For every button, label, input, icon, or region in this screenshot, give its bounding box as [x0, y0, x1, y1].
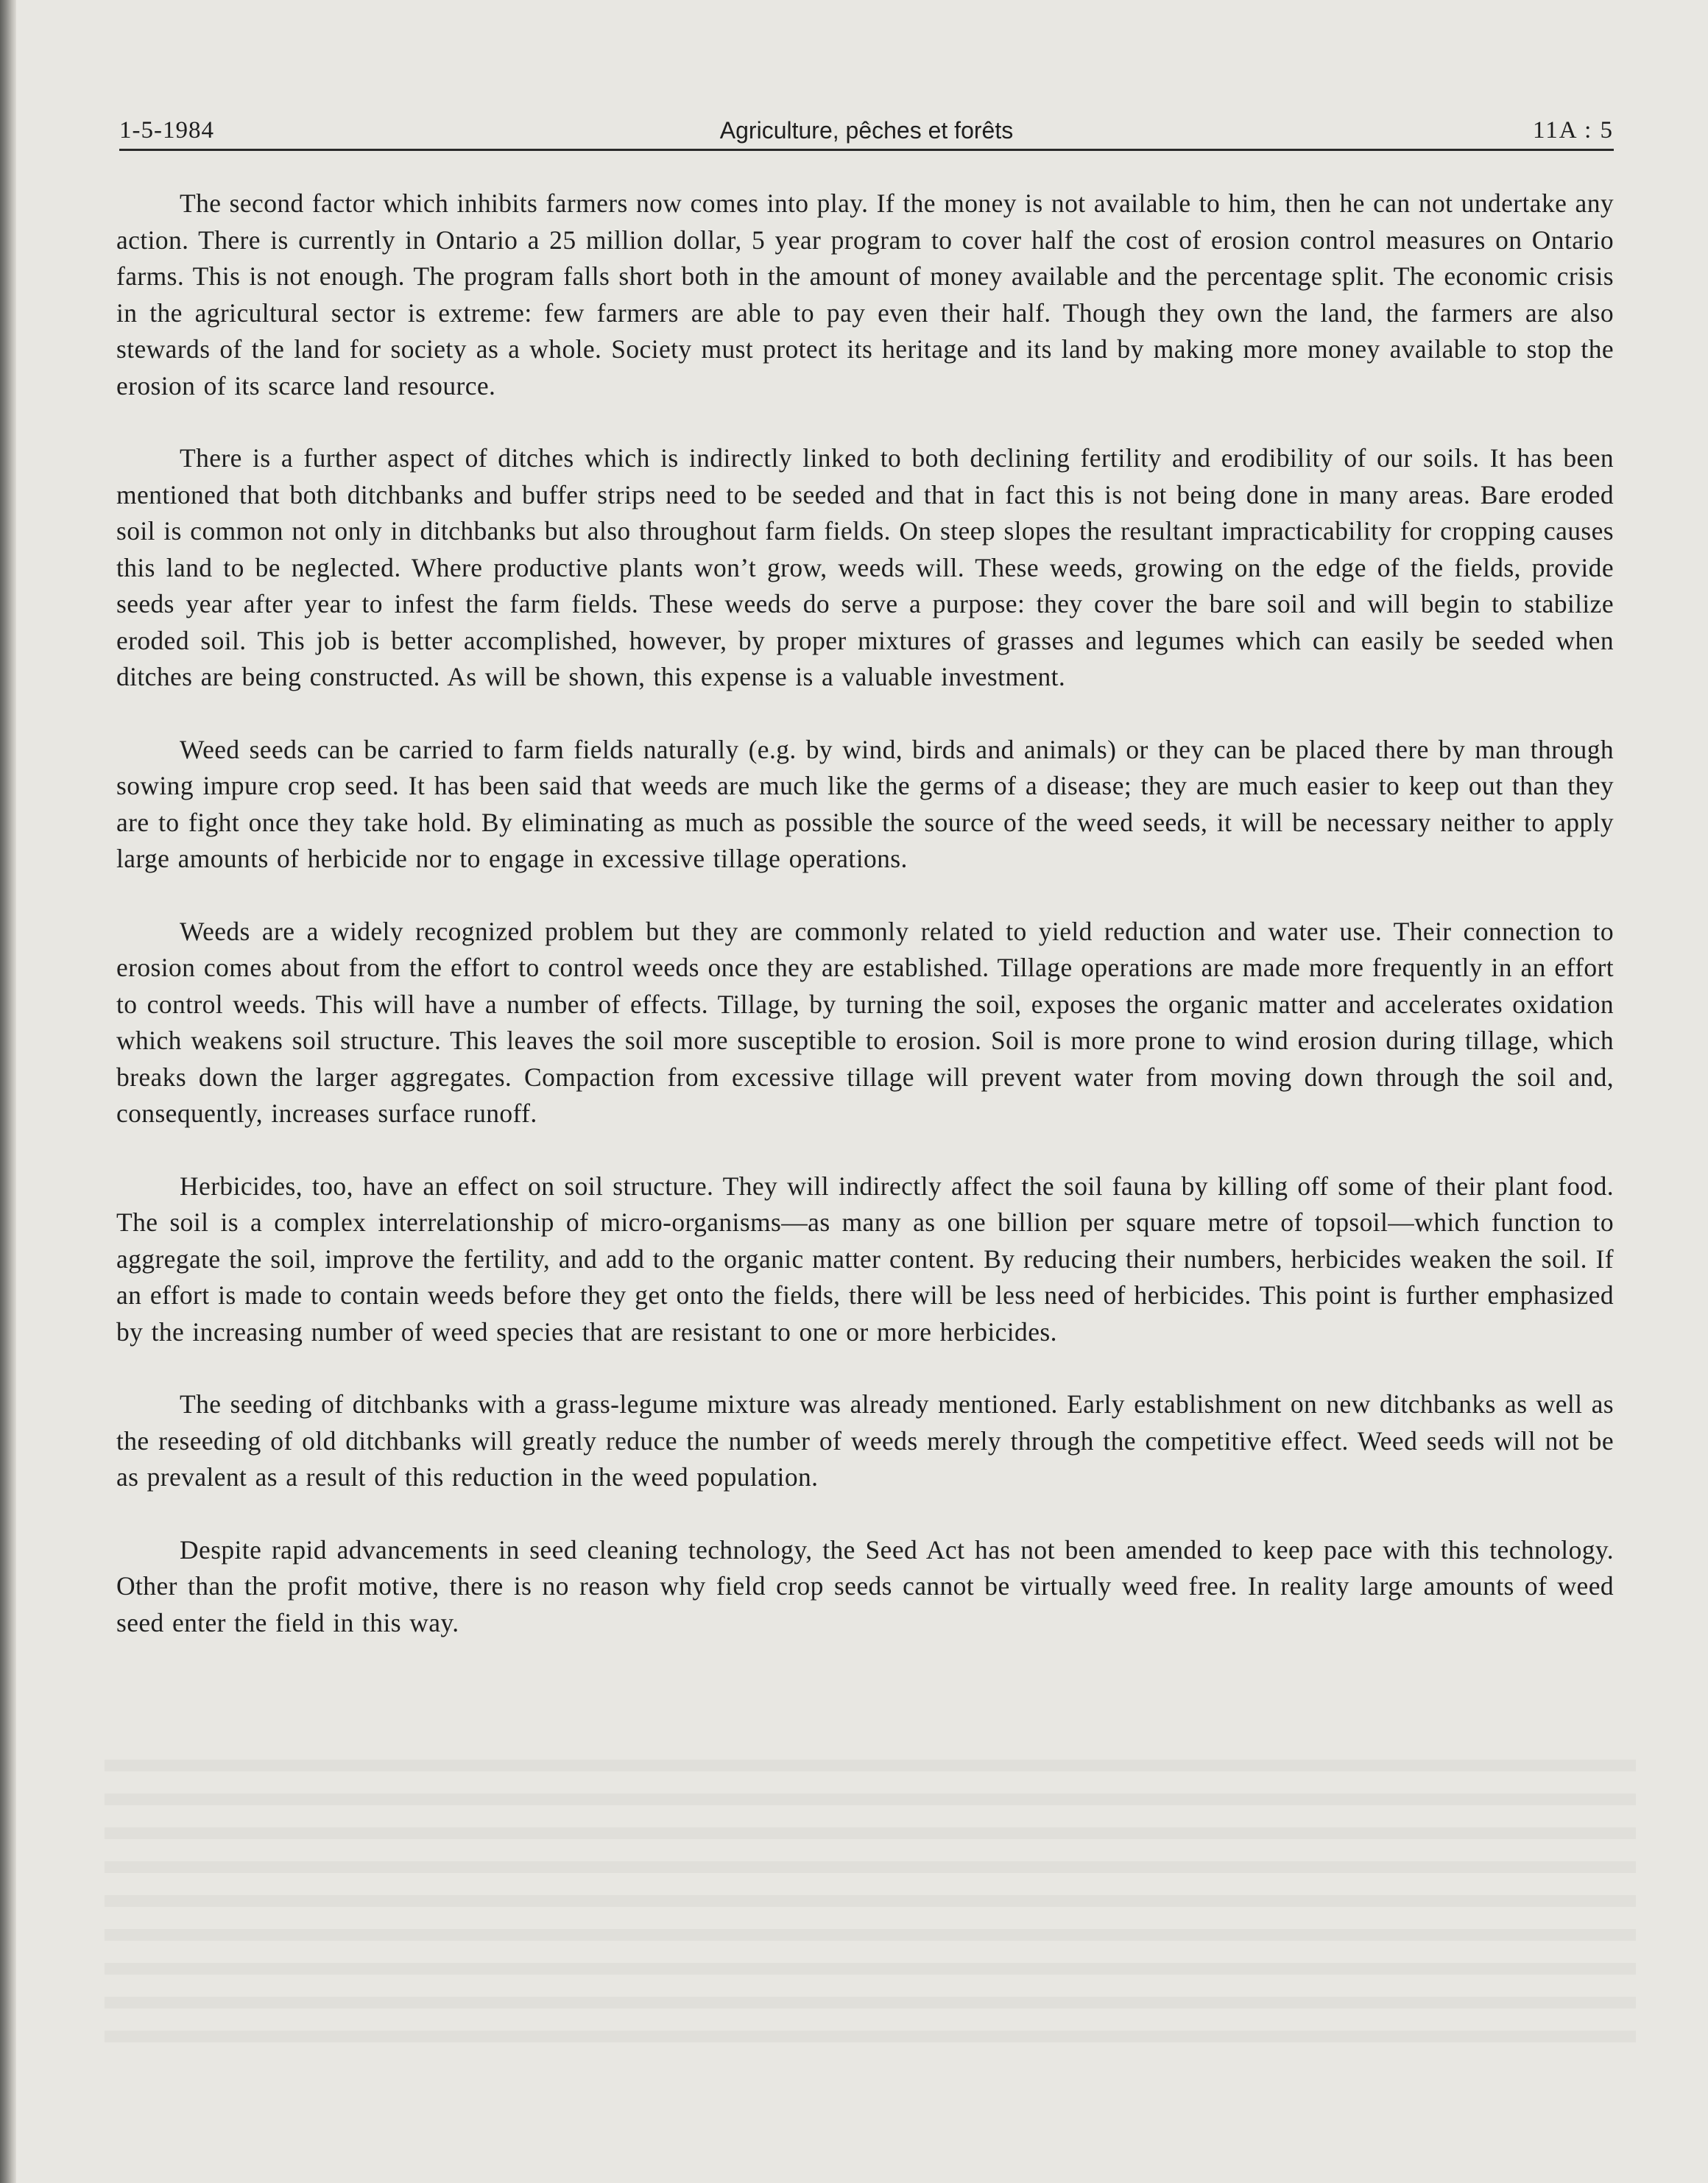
scan-binding-edge: [0, 0, 16, 2183]
page-header: [119, 112, 1614, 151]
paragraph-herbicides: Herbicides, too, have an effect on soil structure. They will indirectly affect the soil fauna by killing off some of their plant food. The soil is a complex interrelationship of micro-organisms—as many as one billion per square metre of topsoil—which function to aggregate the soil, improve the fertility, and add to the organic matter content. By reducing their numbers, herbicides weaken the soil. If an effort is made to contain weeds before they get onto the fields, there will be less need of herbicides. This point is further emphasized by the increasing number of weed species that are resistant to one or more herbicides.: [116, 1171, 1614, 1347]
header-date: 1-5-1984: [119, 117, 214, 144]
header-page-number: 11A : 5: [1533, 117, 1614, 144]
document-body: [116, 186, 1614, 1677]
header-title: Agriculture, pêches et forêts: [719, 117, 1014, 144]
paragraph-weed-seeds: Weed seeds can be carried to farm fields naturally (e.g. by wind, birds and animals) or they can be placed there by man through sowing impure crop seed. It has been said that weeds are much like the germs of a disease; they are much easier to keep out than they are to fight once they take hold. By eliminating as much as possible the source of the weed seeds, it will be necessary neither to apply large amounts of herbicide nor to engage in excessive tillage operations.: [116, 734, 1614, 873]
paragraph-ditches: There is a further aspect of ditches which is indirectly linked to both declining fertility and erodibility of our soils. It has been mentioned that both ditchbanks and buffer strips need to be seeded and that in fact this is not being done in many areas. Bare eroded soil is common not only in ditchbanks but also throughout farm fields. On steep slopes the resultant impracticability for cropping causes this land to be neglected. Where productive plants won’t grow, weeds will. These weeds, growing on the edge of the fields, provide seeds year after year to infest the farm fields. These weeds do serve a purpose: they cover the bare soil and will begin to stabilize eroded soil. This job is better accomplished, however, by proper mixtures of grasses and legumes which can easily be seeded when ditches are being constructed. As will be shown, this expense is a valuable investment.: [116, 443, 1614, 691]
paragraph-seed-act: Despite rapid advancements in seed cleaning technology, the Seed Act has not been amended to keep pace with this technology. Other than the profit motive, there is no reason why field crop seeds cannot be virtually weed free. In reality large amounts of weed seed enter the field in this way.: [116, 1534, 1614, 1637]
reverse-side-bleed-through: [105, 1738, 1636, 2047]
paragraph-ditchbank-seeding: The seeding of ditchbanks with a grass-legume mixture was already mentioned. Early establishment on new ditchbanks as well as the reseeding of old ditchbanks will greatly reduce the number of weeds merely through the competitive effect. Weed seeds will not be as prevalent as a result of this reduction in the weed population.: [116, 1389, 1614, 1492]
paragraph-weeds-tillage: Weeds are a widely recognized problem but they are commonly related to yield reduction and water use. Their connection to erosion comes about from the effort to control weeds once they are established. Tillage operations are made more frequently in an effort to control weeds. This will have a number of effects. Tillage, by turning the soil, exposes the organic matter and accelerates oxidation which weakens soil structure. This leaves the soil more susceptible to erosion. Soil is more prone to wind erosion during tillage, which breaks down the larger aggregates. Compaction from excessive tillage will prevent water from moving down through the soil and, consequently, increases surface runoff.: [116, 916, 1614, 1128]
paragraph-funding: The second factor which inhibits farmers now comes into play. If the money is not available to him, then he can not undertake any action. There is currently in Ontario a 25 million dollar, 5 year program to cover half the cost of erosion control measures on Ontario farms. This is not enough. The program falls short both in the amount of money available and the percentage split. The economic crisis in the agricultural sector is extreme: few farmers are able to pay even their half. Though they own the land, the farmers are also stewards of the land for society as a whole. Society must protect its heritage and its land by making more money available to stop the erosion of its scarce land resource.: [116, 188, 1614, 401]
